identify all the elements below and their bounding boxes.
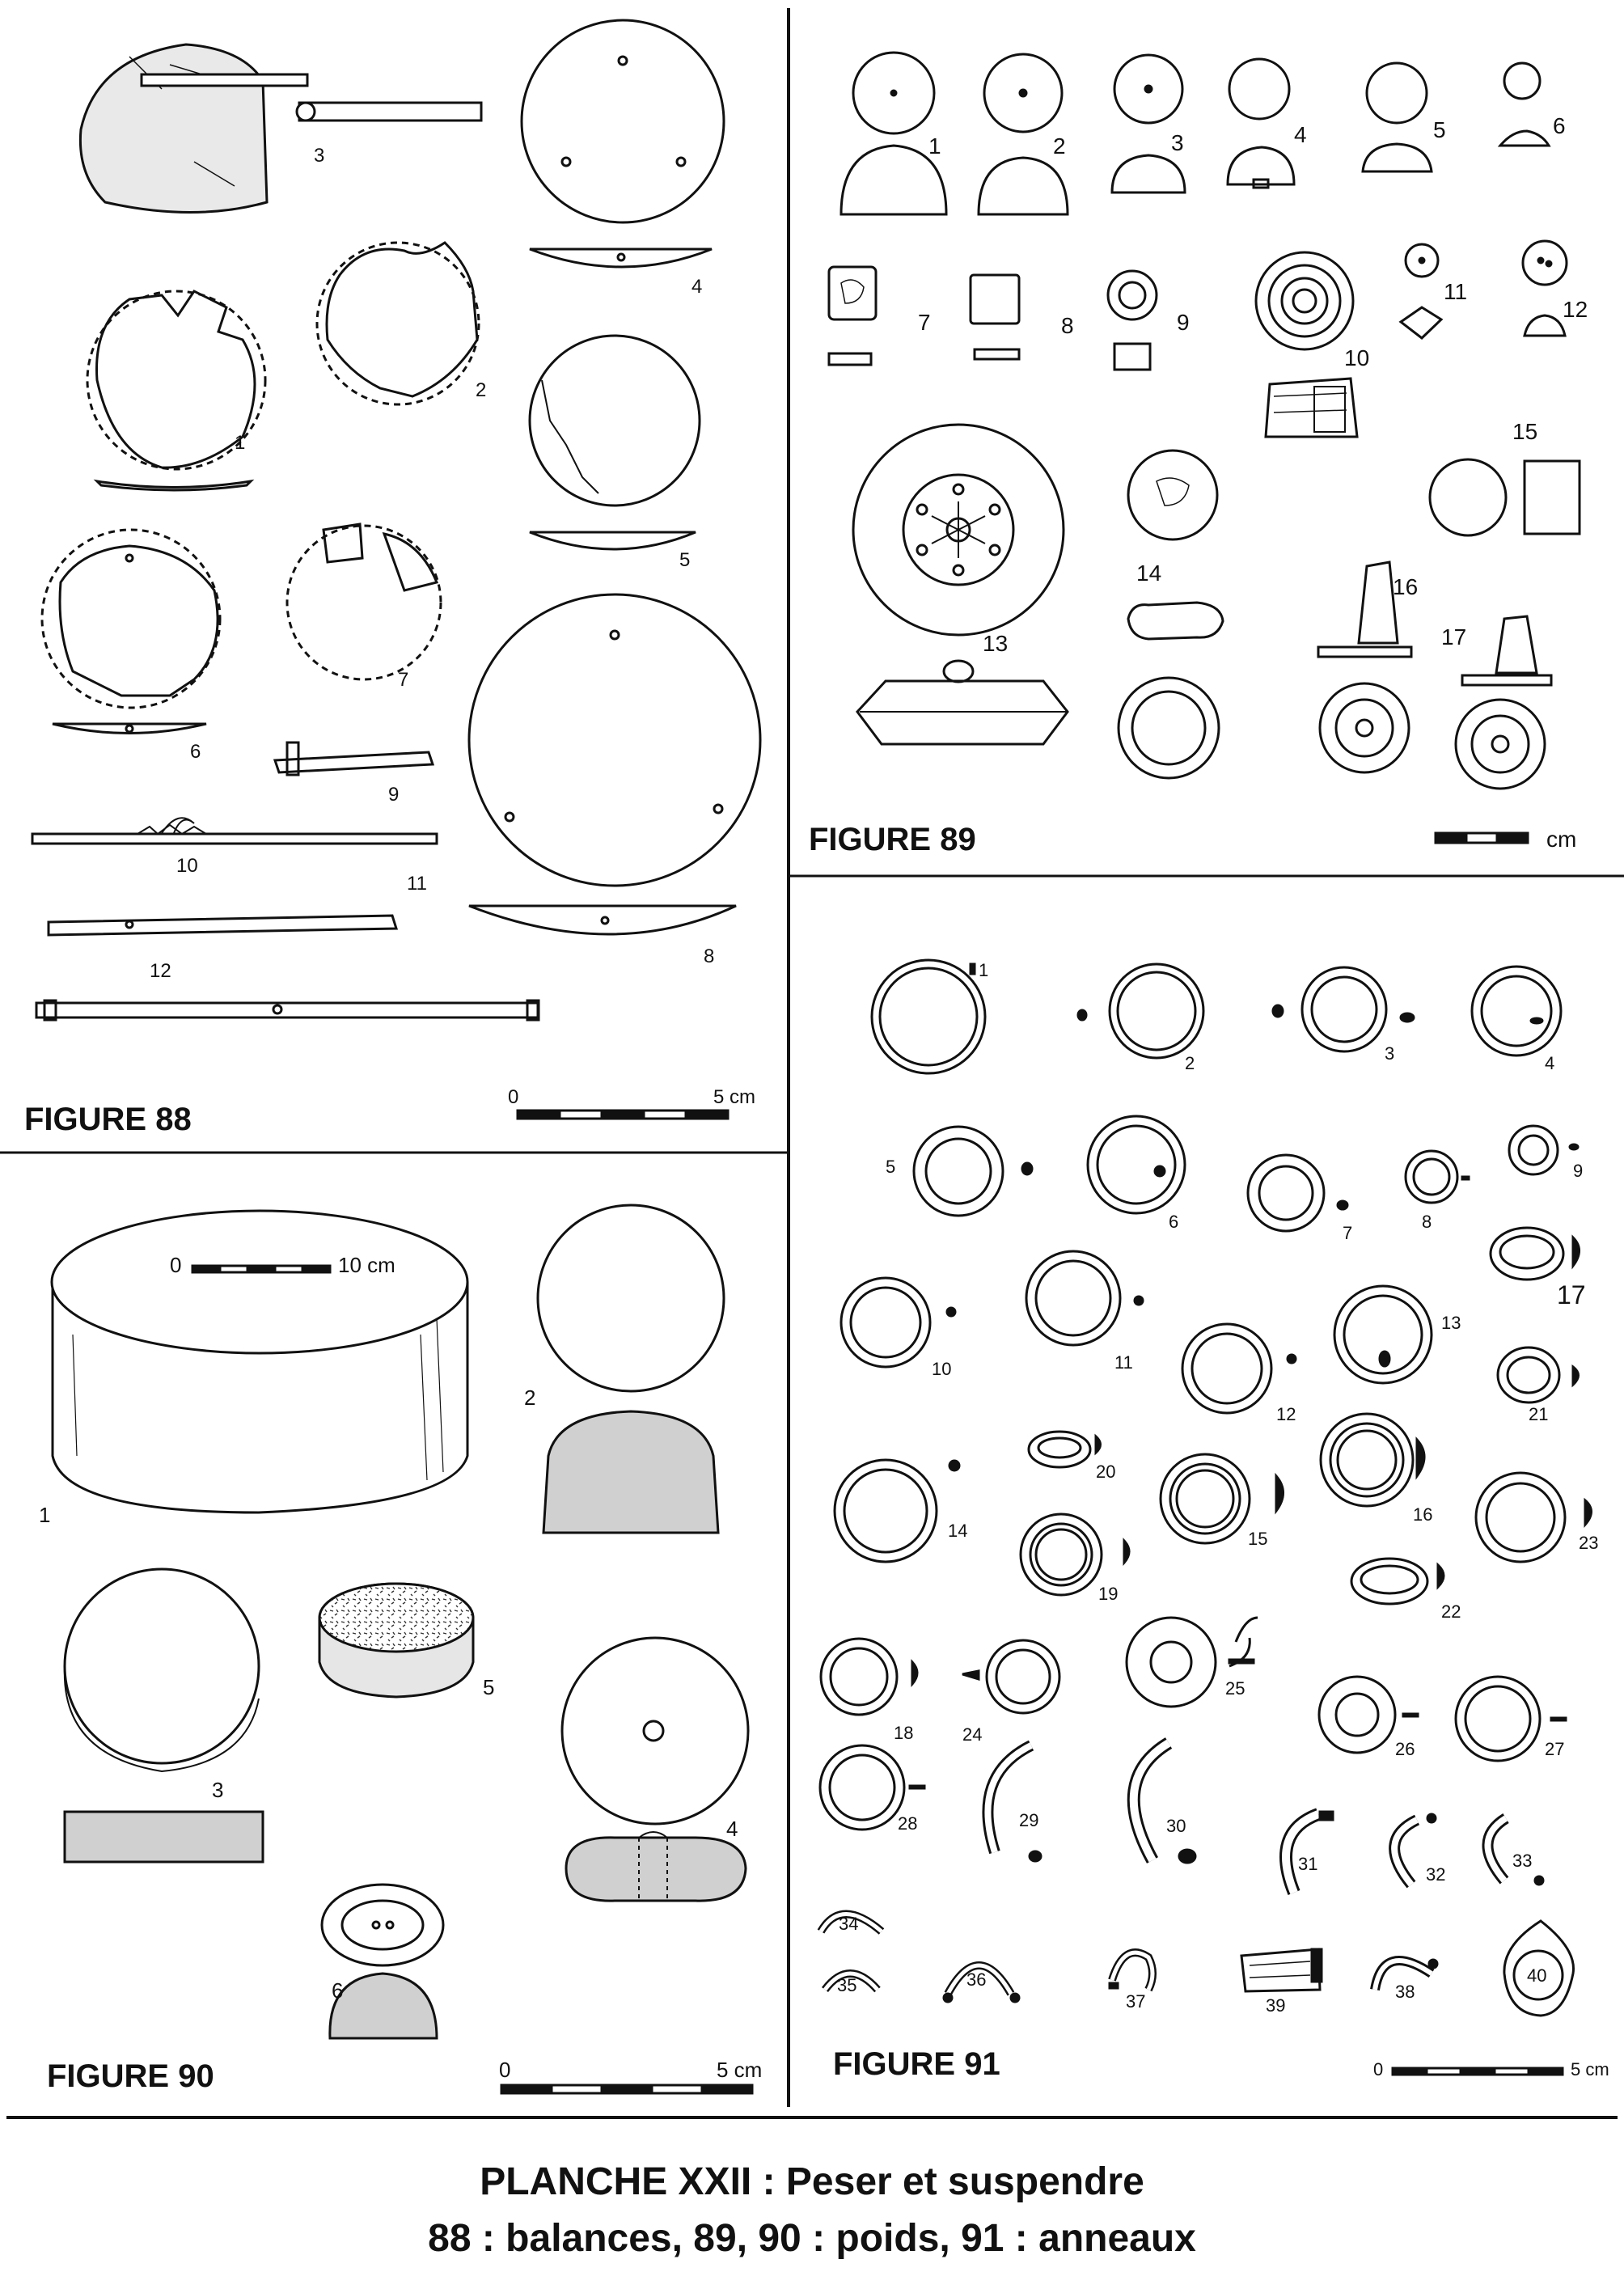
label-89-2: 2 <box>1053 133 1066 159</box>
label-88-6: 6 <box>190 741 201 763</box>
cylinder-weight-1 <box>52 1211 467 1512</box>
weight-5 <box>1363 63 1432 171</box>
figure-88-balances <box>32 20 760 1119</box>
ring-6 <box>1088 1116 1185 1213</box>
figure-90-title: FIGURE 90 <box>47 2058 214 2094</box>
label-88-12: 12 <box>150 960 171 982</box>
label-91-19: 19 <box>1098 1584 1119 1604</box>
label-90-6: 6 <box>332 1978 344 2003</box>
label-89-7: 7 <box>918 310 931 335</box>
label-89-16: 16 <box>1393 574 1419 599</box>
balance-hook-9 <box>275 742 433 775</box>
weight-11 <box>1401 244 1441 338</box>
label-91-31: 31 <box>1298 1854 1318 1874</box>
label-91-37: 37 <box>1126 1991 1146 2012</box>
label-91-13: 13 <box>1441 1313 1461 1333</box>
label-88-10: 10 <box>176 855 198 877</box>
label-91-10: 10 <box>932 1359 952 1379</box>
balance-disc-6 <box>42 530 220 734</box>
figure-91-rings <box>820 960 1592 2075</box>
label-91-8: 8 <box>1422 1212 1432 1232</box>
label-89-13: 13 <box>983 631 1009 656</box>
label-91-36: 36 <box>966 1969 987 1990</box>
weight-12 <box>1523 241 1567 336</box>
ring-24 <box>962 1640 1059 1713</box>
label-91-17: 17 <box>1557 1280 1586 1309</box>
label-88-9: 9 <box>388 784 400 806</box>
label-91-24: 24 <box>962 1724 983 1745</box>
weight-17 <box>1456 616 1551 789</box>
label-90-5: 5 <box>483 1675 495 1699</box>
label-91-7: 7 <box>1343 1223 1353 1243</box>
weight-3 <box>1112 55 1185 192</box>
label-91-2: 2 <box>1185 1053 1195 1073</box>
ring-14 <box>835 1460 959 1562</box>
ring-1 <box>872 960 985 1073</box>
label-89-1: 1 <box>928 133 941 159</box>
label-89-15: 15 <box>1512 419 1538 444</box>
weight-8 <box>971 275 1019 359</box>
label-91-11: 11 <box>1114 1352 1133 1373</box>
label-91-1: 1 <box>979 960 989 980</box>
inner-scale-end: 10 cm <box>338 1253 395 1277</box>
weight-90-4 <box>562 1638 748 1901</box>
weight-14 <box>1119 451 1223 778</box>
label-88-2: 2 <box>476 379 487 401</box>
ring-16 <box>1321 1414 1424 1506</box>
ring-3 <box>1273 967 1414 1051</box>
balance-disc-1 <box>87 291 265 490</box>
label-91-34: 34 <box>839 1914 859 1934</box>
label-89-3: 3 <box>1171 130 1184 155</box>
frame-lines <box>0 8 1624 2117</box>
label-89-14: 14 <box>1136 561 1162 586</box>
label-91-20: 20 <box>1096 1462 1116 1482</box>
balance-pan-fragment <box>80 44 481 213</box>
weight-90-3 <box>65 1569 263 1862</box>
label-88-4: 4 <box>691 276 703 298</box>
weight-6 <box>1500 63 1549 146</box>
label-91-29: 29 <box>1019 1810 1039 1830</box>
label-88-3: 3 <box>314 145 325 167</box>
figure-91-title: FIGURE 91 <box>833 2046 1000 2082</box>
weight-10 <box>1256 252 1357 437</box>
label-89-17: 17 <box>1441 624 1467 649</box>
label-91-38: 38 <box>1395 1982 1415 2002</box>
weight-90-5 <box>319 1584 473 1697</box>
ring-11 <box>1026 1251 1143 1345</box>
label-89-9: 9 <box>1177 310 1190 335</box>
weight-7 <box>829 267 876 365</box>
label-91-27: 27 <box>1545 1739 1565 1759</box>
ring-37 <box>1110 1952 1152 1990</box>
figure-90-weights <box>52 1205 752 2093</box>
scale-bar-89 <box>1436 833 1528 843</box>
scale-90-start: 0 <box>499 2058 511 2082</box>
ring-22 <box>1351 1559 1444 1604</box>
label-91-33: 33 <box>1512 1851 1533 1871</box>
inner-scale-10cm <box>192 1266 330 1272</box>
scale-91-end: 5 cm <box>1571 2059 1609 2079</box>
balance-disc-5 <box>530 336 700 549</box>
scale-91-start: 0 <box>1373 2059 1384 2079</box>
ring-29 <box>988 1745 1041 1861</box>
label-88-5: 5 <box>679 549 691 571</box>
ring-2 <box>1078 964 1203 1058</box>
label-91-39: 39 <box>1266 1995 1286 2016</box>
ring-19 <box>1021 1514 1129 1595</box>
label-88-8: 8 <box>704 946 715 967</box>
balance-disc-8 <box>469 594 760 934</box>
ring-12 <box>1182 1324 1296 1413</box>
label-91-3: 3 <box>1385 1043 1395 1064</box>
label-89-12: 12 <box>1563 297 1588 322</box>
label-91-30: 30 <box>1166 1816 1186 1836</box>
ring-13 <box>1334 1286 1432 1383</box>
label-91-15: 15 <box>1248 1529 1268 1549</box>
scale-bar-88 <box>518 1111 728 1119</box>
ring-5 <box>914 1127 1032 1216</box>
balance-disc-7 <box>287 524 441 679</box>
label-90-2: 2 <box>524 1386 536 1410</box>
ring-39 <box>1241 1949 1322 1991</box>
ring-30 <box>1134 1743 1195 1863</box>
label-91-5: 5 <box>886 1157 896 1177</box>
label-88-7: 7 <box>398 669 409 691</box>
label-90-3: 3 <box>212 1778 224 1802</box>
label-89-5: 5 <box>1433 117 1446 142</box>
balance-disc-4 <box>522 20 724 267</box>
label-89-4: 4 <box>1294 122 1307 147</box>
label-91-21: 21 <box>1529 1404 1549 1424</box>
scale-bar-91 <box>1393 2068 1563 2075</box>
scale-88-start: 0 <box>508 1086 519 1108</box>
label-91-23: 23 <box>1579 1533 1599 1553</box>
ring-18 <box>821 1639 917 1715</box>
weight-9 <box>1108 271 1157 370</box>
ring-4 <box>1472 967 1561 1056</box>
caption-line-1: PLANCHE XXII : Peser et suspendre <box>480 2160 1144 2203</box>
ring-7 <box>1248 1155 1347 1231</box>
ring-21 <box>1498 1347 1579 1402</box>
label-89-11: 11 <box>1444 279 1468 304</box>
label-91-12: 12 <box>1276 1404 1296 1424</box>
weight-15 <box>1430 459 1580 535</box>
label-89-10: 10 <box>1344 345 1370 370</box>
ring-20 <box>1029 1432 1101 1467</box>
label-91-16: 16 <box>1413 1504 1433 1525</box>
weight-13 <box>853 425 1068 744</box>
inner-scale-start: 0 <box>170 1253 182 1277</box>
balance-disc-2 <box>317 243 479 404</box>
label-91-14: 14 <box>948 1521 968 1541</box>
weight-90-2 <box>538 1205 724 1533</box>
ring-23 <box>1476 1473 1592 1562</box>
figure-88-title: FIGURE 88 <box>24 1102 192 1137</box>
label-91-35: 35 <box>837 1975 857 1995</box>
label-91-22: 22 <box>1441 1601 1461 1622</box>
weight-90-6 <box>322 1885 443 2038</box>
weight-4 <box>1228 59 1294 188</box>
label-88-1: 1 <box>235 432 246 454</box>
ring-10 <box>841 1278 955 1367</box>
label-91-18: 18 <box>894 1723 914 1743</box>
scale-89-unit: cm <box>1546 827 1577 852</box>
balance-beams <box>32 818 539 1020</box>
ring-31 <box>1286 1812 1333 1893</box>
figure-88-labels <box>150 145 755 1108</box>
label-89-6: 6 <box>1553 113 1566 138</box>
figure-89-labels <box>918 113 1588 852</box>
scale-90-end: 5 cm <box>717 2058 763 2082</box>
label-91-9: 9 <box>1573 1161 1584 1181</box>
ring-8 <box>1406 1151 1469 1203</box>
label-90-4: 4 <box>726 1817 738 1841</box>
label-90-1: 1 <box>39 1503 51 1527</box>
label-91-40: 40 <box>1527 1965 1547 1986</box>
scale-88-end: 5 cm <box>713 1086 756 1108</box>
ring-17 <box>1491 1228 1580 1280</box>
figure-89-weights <box>829 53 1580 843</box>
label-91-26: 26 <box>1395 1739 1415 1759</box>
label-89-8: 8 <box>1061 313 1074 338</box>
label-91-4: 4 <box>1545 1053 1555 1073</box>
label-91-32: 32 <box>1426 1864 1446 1885</box>
label-88-11: 11 <box>407 873 427 895</box>
caption-line-2: 88 : balances, 89, 90 : poids, 91 : anneaux <box>428 2217 1196 2260</box>
scale-bar-90 <box>501 2085 752 2093</box>
label-91-25: 25 <box>1225 1678 1245 1699</box>
figure-89-title: FIGURE 89 <box>809 822 976 857</box>
ring-9 <box>1509 1126 1578 1174</box>
label-91-6: 6 <box>1169 1212 1179 1232</box>
label-91-28: 28 <box>898 1813 918 1834</box>
